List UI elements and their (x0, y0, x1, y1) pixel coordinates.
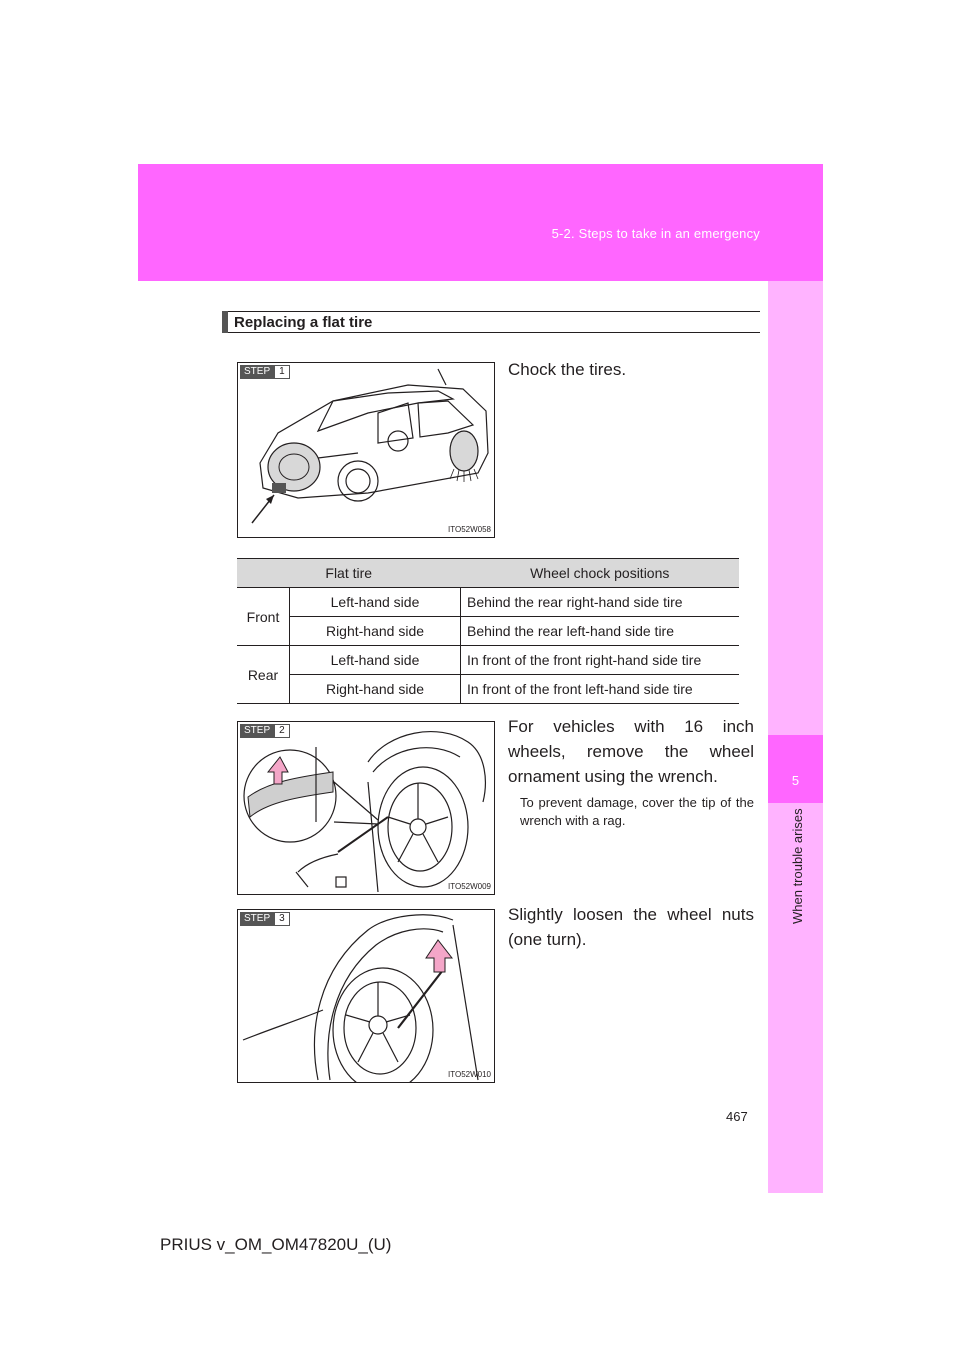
step-3-badge (240, 912, 290, 926)
running-header: 5-2. Steps to take in an emergency (551, 226, 760, 241)
step-number: 1 (274, 365, 290, 379)
table-row (237, 617, 739, 646)
table-row (237, 588, 739, 617)
table-group-rear: Rear (237, 646, 290, 704)
table-header-flat-tire: Flat tire (237, 559, 460, 588)
section-title: Replacing a flat tire (234, 314, 373, 331)
table-row (237, 646, 739, 675)
step-1-text: Chock the tires. (508, 360, 627, 379)
wheel-chock-table (237, 558, 739, 704)
step-3-figure (237, 909, 495, 1083)
header-band (138, 164, 823, 281)
step-2-text: For vehicles with 16 inch wheels, remove the wheel ornament using the wrench. (508, 717, 754, 786)
step-word: STEP (240, 365, 274, 379)
section-title-bar (222, 311, 760, 333)
table-cell-position: Behind the rear right-hand side tire (460, 588, 739, 617)
table-cell-side: Left-hand side (290, 588, 461, 617)
step-number: 3 (274, 912, 290, 926)
table-group-front: Front (237, 588, 290, 646)
step-number: 2 (274, 724, 290, 738)
chapter-number: 5 (791, 773, 800, 788)
table-header-chock-positions: Wheel chock positions (460, 559, 739, 588)
car-chock-illustration (238, 363, 494, 537)
table-cell-side: Right-hand side (290, 617, 461, 646)
chapter-label: When trouble arises (790, 808, 805, 924)
table-cell-position: Behind the rear left-hand side tire (460, 617, 739, 646)
step-word: STEP (240, 724, 274, 738)
step-2-figure (237, 721, 495, 895)
step-word: STEP (240, 912, 274, 926)
step-1-badge (240, 365, 290, 379)
table-cell-side: Left-hand side (290, 646, 461, 675)
figure-code: ITO52W009 (448, 882, 491, 891)
wrench-ornament-illustration (238, 722, 494, 894)
section-accent (222, 311, 228, 333)
step-2-badge (240, 724, 290, 738)
table-cell-position: In front of the front left-hand side tire (460, 675, 739, 704)
figure-code: ITO52W058 (448, 525, 491, 534)
step-1-figure (237, 362, 495, 538)
step-2-note: To prevent damage, cover the tip of the wrench with a rag. (520, 795, 754, 828)
step-3-text: Slightly loosen the wheel nuts (one turn). (508, 905, 754, 949)
table-row (237, 675, 739, 704)
table-cell-position: In front of the front right-hand side tire (460, 646, 739, 675)
figure-code: ITO52W010 (448, 1070, 491, 1079)
table-header-row (237, 559, 739, 588)
table-cell-side: Right-hand side (290, 675, 461, 704)
chapter-number-box (768, 735, 823, 803)
page-number: 467 (726, 1109, 748, 1124)
loosen-nuts-illustration (238, 910, 494, 1082)
footer-document-code: PRIUS v_OM_OM47820U_(U) (160, 1235, 392, 1254)
